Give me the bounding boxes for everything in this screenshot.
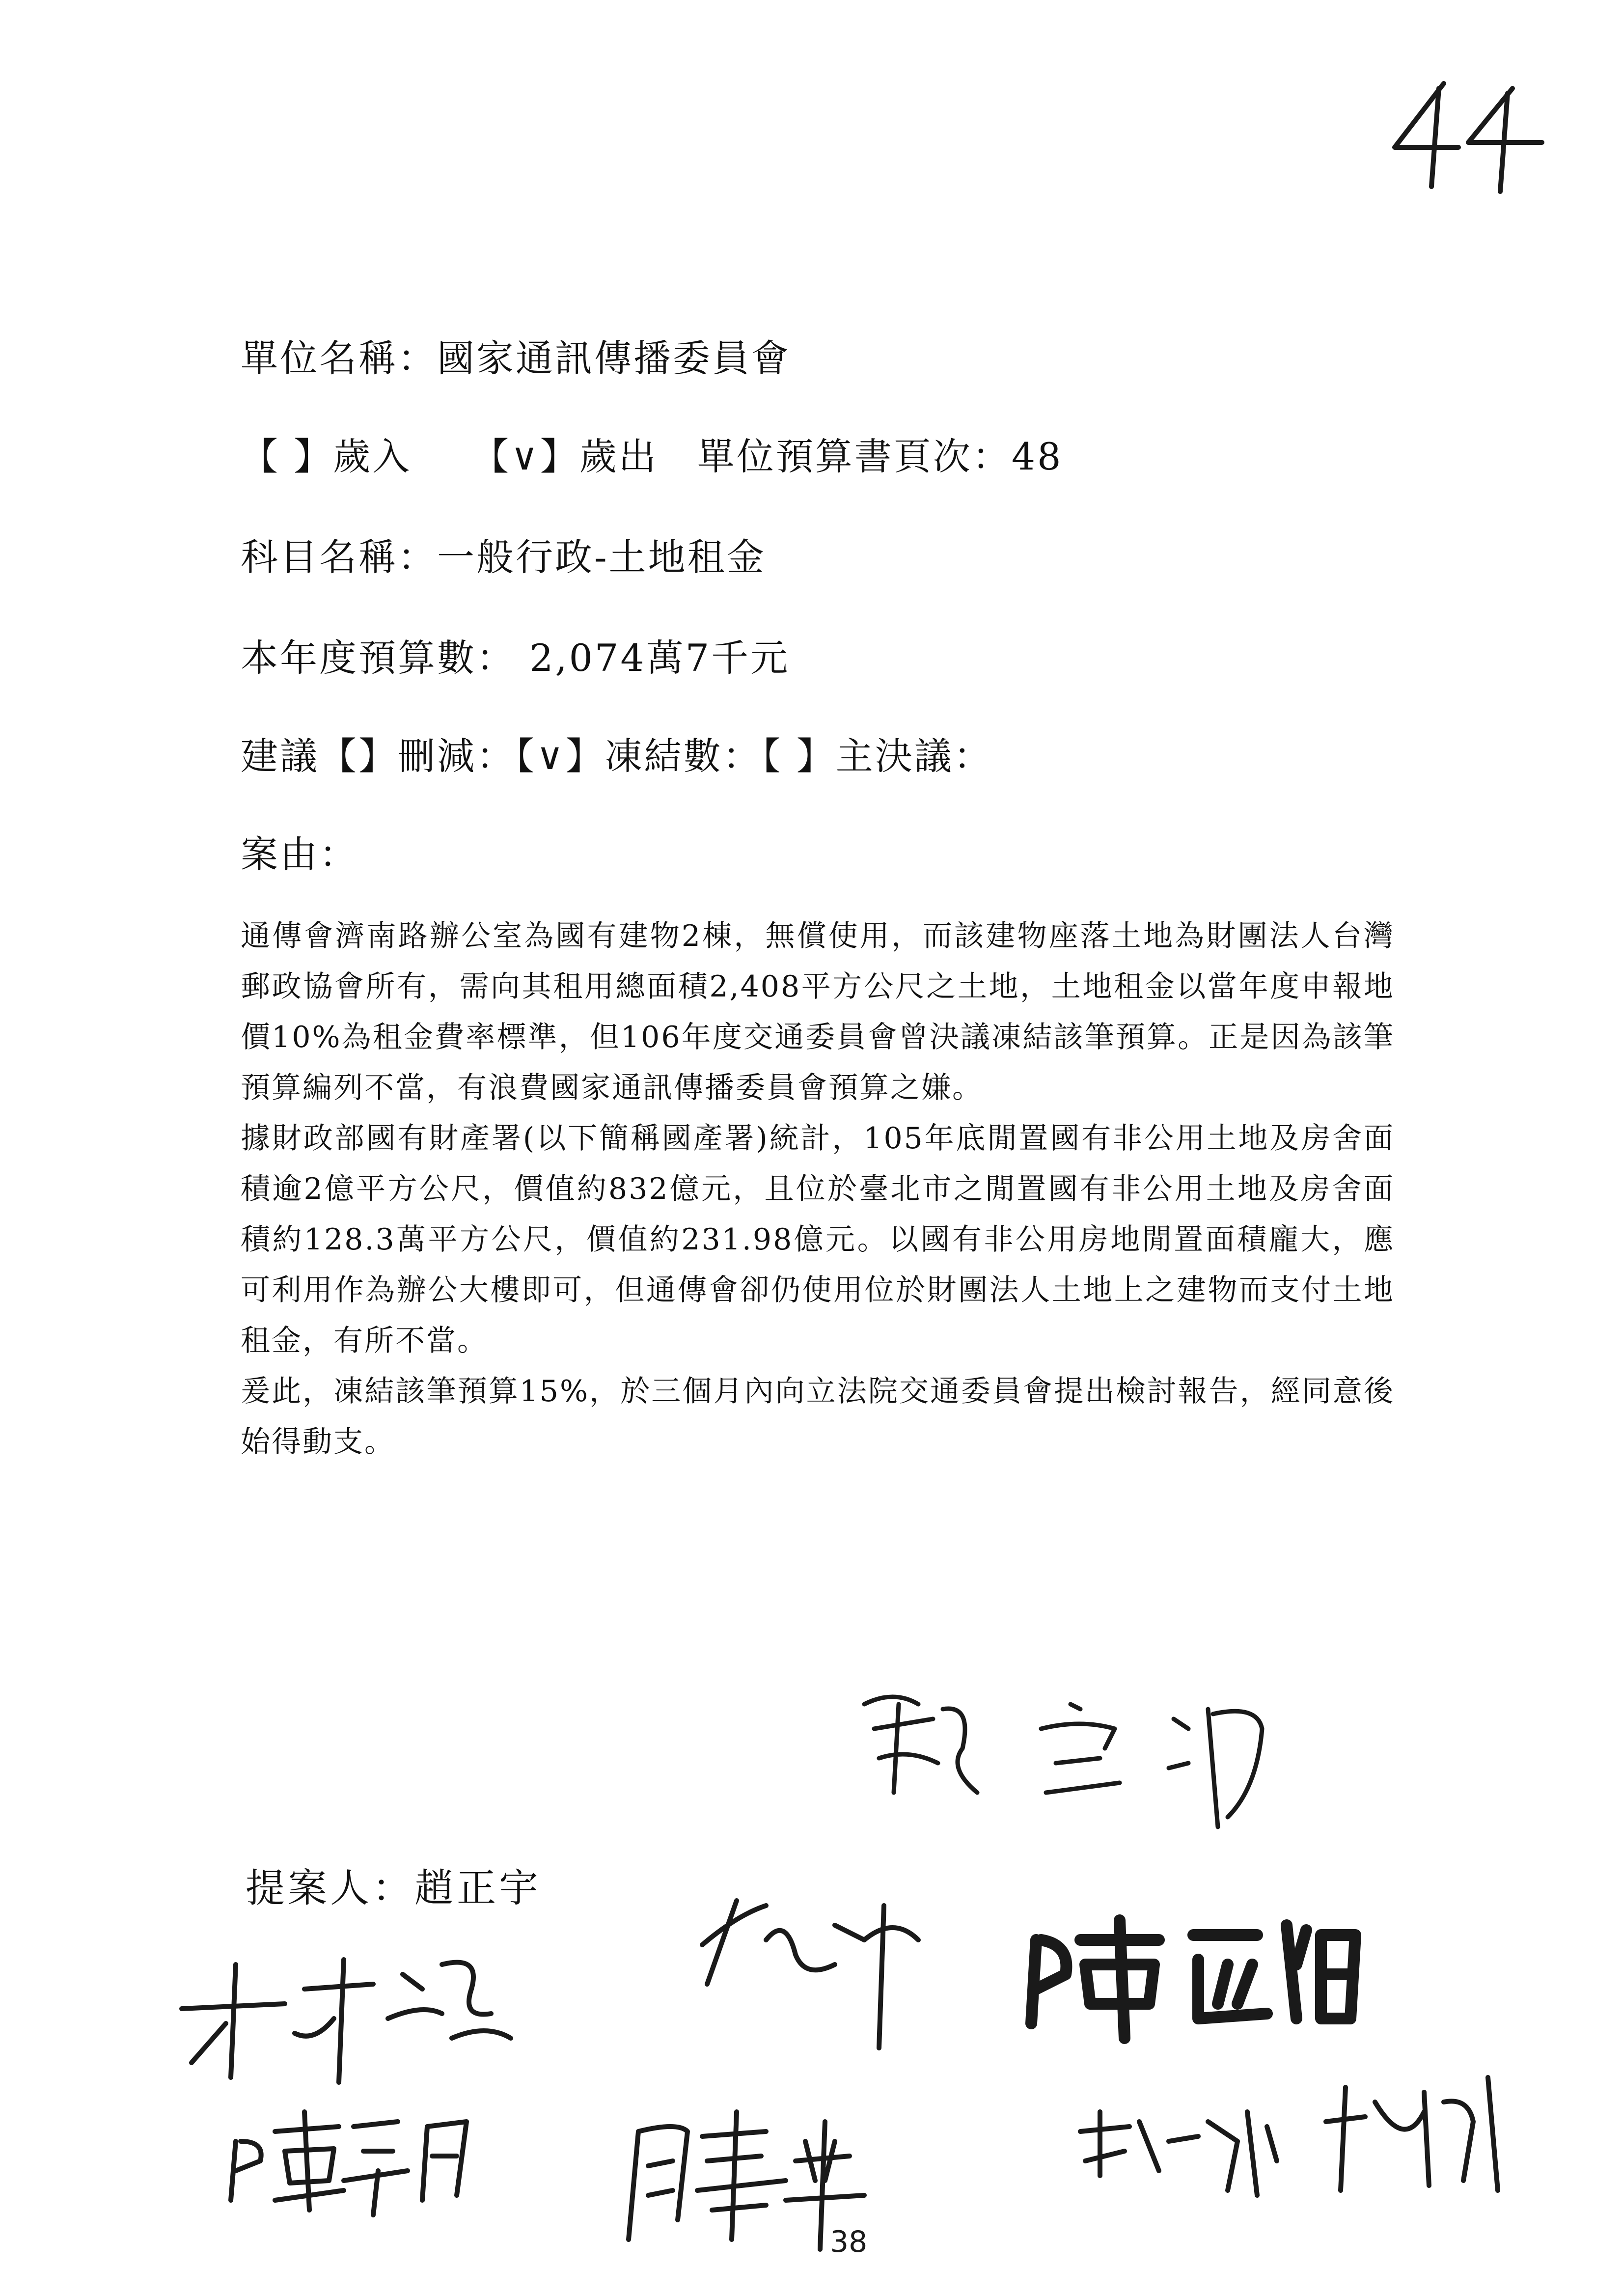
- unit-name: 國家通訊傳播委員會: [437, 336, 791, 380]
- signature-2: [702, 1901, 918, 2048]
- reason-paragraph-2: 據財政部國有財產署(以下簡稱國產署)統計，105年底閒置國有非公用土地及房舍面積逾2億平方公尺，價值約832億元，且位於臺北市之閒置國有非公用土地及房舍面積約128.3萬平方公尺，價值約231.98億元。以國有非公用房地閒置面積龐大，應可利用作為辦公大樓即可，但通傳會卻仍使用位於財團法人土地上之建物而支付土地租金，有所不當。: [241, 1121, 1395, 1358]
- budget-amount: 2,074萬7千元: [529, 636, 790, 680]
- signature-note: 38: [830, 2225, 868, 2259]
- signature-1: [864, 1697, 1262, 1827]
- page-number-text: 44: [1547, 196, 1548, 197]
- reason-paragraph-3: 爰此，凍結該筆預算15%，於三個月內向立法院交通委員會提出檢討報告，經同意後始得動支。: [241, 1374, 1395, 1459]
- unit-name-label: 單位名稱：: [241, 336, 437, 380]
- budget-amount-label: 本年度預算數：: [241, 636, 516, 680]
- reason-paragraph-1: 通傳會濟南路辦公室為國有建物2棟，無償使用，而該建物座落土地為財團法人台灣郵政協會所有，需向其租用總面積2,408平方公尺之土地，土地租金以當年度申報地價10%為租金費率標準，但106年度交通委員會曾決議凍結該筆預算。正是因為該筆預算編列不當，有浪費國家通訊傳播委員會預算之嫌。: [241, 919, 1395, 1105]
- reason-label: 案由：: [241, 832, 358, 876]
- signature-6: [629, 2112, 864, 2249]
- subject-label: 科目名稱：: [241, 535, 437, 579]
- budget-type-line: 【 】歲入 【∨】歲出 單位預算書頁次：48: [241, 435, 1063, 478]
- signature-5: [231, 2112, 467, 2215]
- proposer-label: 提案人：: [246, 1865, 414, 1911]
- signature-4: [182, 1960, 511, 2082]
- signature-7: [1080, 2077, 1498, 2195]
- suggestion-line: 建議【】刪減：【∨】凍結數：【 】主決議：: [241, 734, 993, 778]
- proposer-name: 趙正宇: [414, 1865, 541, 1911]
- signature-3: [1031, 1920, 1355, 2038]
- subject-name: 一般行政-土地租金: [437, 535, 766, 579]
